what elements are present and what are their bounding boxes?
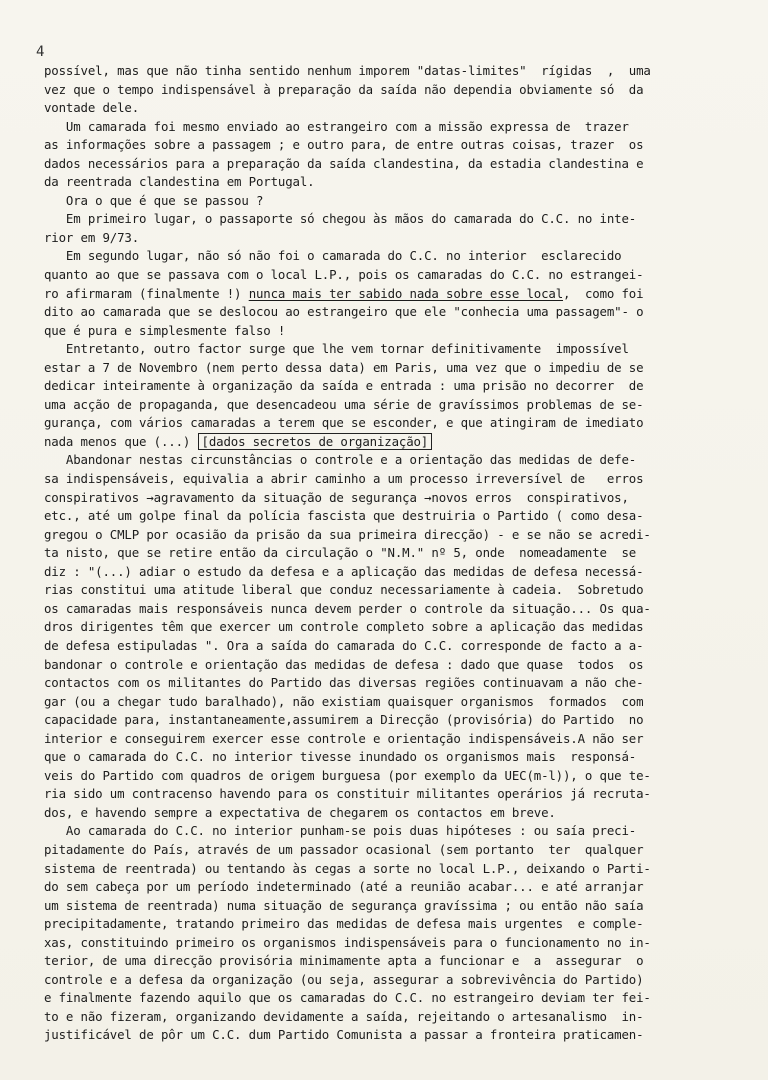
text-line: bandonar o controle e orientação das medidas de defesa : dado que quase todos os [44, 656, 644, 672]
text-line: e finalmente fazendo aquilo que os camaradas do C.C. no estrangeiro deviam ter fei- [44, 990, 651, 1006]
text-line: gar (ou a chegar tudo baralhado), não existiam quaisquer organismos formados com [44, 693, 644, 709]
text-line: Em primeiro lugar, o passaporte só chegou às mãos do camarada do C.C. no inte- [44, 211, 637, 227]
text-line: Ao camarada do C.C. no interior punham-se pois duas hipóteses : ou saía preci- [44, 823, 637, 839]
text-line: que é pura e simplesmente falso ! [44, 322, 286, 338]
text-line: diz : "(...) adiar o estudo da defesa e a aplicação das medidas de defesa necessá- [44, 563, 644, 579]
text-line: veis do Partido com quadros de origem burguesa (por exemplo da UEC(m-l)), o que te- [44, 767, 651, 783]
text-line-boxed [44, 433, 736, 452]
text-line: do sem cabeça por um período indeterminado (até a reunião acabar... e até arranjar [44, 879, 644, 895]
text-line: gurança, com vários camaradas a terem que se esconder, e que atingiram de imediato [44, 415, 644, 431]
text-line: justificável de pôr um C.C. dum Partido Comunista a passar a fronteira praticamen- [44, 1027, 644, 1043]
text-line: dos, e havendo sempre a expectativa de chegarem os contactos em breve. [44, 804, 556, 820]
text-line: Em segundo lugar, não só não foi o camarada do C.C. no interior esclarecido [44, 248, 622, 264]
text-line: dados necessários para a preparação da saída clandestina, da estadia clandestina e [44, 155, 644, 171]
text-line: interior e conseguirem exercer esse controle e orientação indispensáveis.A não ser [44, 730, 644, 746]
text-line: conspirativos →agravamento da situação de segurança →novos erros conspirativos, [44, 489, 629, 505]
text-line: xas, constituindo primeiro os organismos indispensáveis para o funcionamento no in- [44, 934, 651, 950]
text-line: to e não fizeram, organizando devidamente a saída, rejeitando o artesanalismo in- [44, 1008, 644, 1024]
underlined-phrase: nunca mais ter sabido nada sobre esse local [248, 285, 564, 301]
text-line: de defesa estipuladas ". Ora a saída do camarada do C.C. corresponde de facto a a- [44, 637, 644, 653]
text-line: quanto ao que se passava com o local L.P., pois os camaradas do C.C. no estrangei- [44, 267, 644, 283]
text-line: dros dirigentes têm que exercer um controle completo sobre a aplicação das medidas [44, 619, 644, 635]
text-line: um sistema de reentrada) numa situação de segurança gravíssima ; ou então não saía [44, 897, 644, 913]
text-line: sistema de reentrada) ou tentando às cegas a sorte no local L.P., deixando o Parti- [44, 860, 651, 876]
text-line: Entretanto, outro factor surge que lhe vem tornar definitivamente impossível [44, 341, 629, 357]
body-text [44, 62, 736, 1045]
redaction-box: [dados secretos de organização] [198, 433, 433, 450]
text-line: as informações sobre a passagem ; e outro para, de entre outras coisas, trazer os [44, 137, 644, 153]
text-line: capacidade para, instantaneamente,assumirem a Direcção (provisória) do Partido no [44, 712, 644, 728]
text-line: Ora o que é que se passou ? [44, 192, 264, 208]
text-line: possível, mas que não tinha sentido nenhum imporem "datas-limites" rígidas , uma [44, 63, 651, 78]
text-line: vez que o tempo indispensável à preparação da saída não dependia obviamente só da [44, 81, 644, 97]
text-line: dito ao camarada que se deslocou ao estrangeiro que ele "conhecia uma passagem"- o [44, 304, 644, 320]
text-line: dedicar inteiramente à organização da saída e entrada : uma prisão no decorrer de [44, 378, 644, 394]
text-line: ria sido um contracenso havendo para os constituir militantes operários já recruta- [44, 786, 651, 802]
text-line: ta nisto, que se retire então da circulação o "N.M." nº 5, onde nomeadamente se [44, 545, 637, 561]
text-line: sa indispensáveis, equivalia a abrir caminho a um processo irreversível de erros [44, 471, 644, 487]
text-line: rias constitui uma atitude liberal que conduz necessariamente à cadeia. Sobretudo [44, 582, 644, 598]
text-line: etc., até um golpe final da polícia fascista que destruiria o Partido ( como desa- [44, 508, 644, 524]
text-line: uma acção de propaganda, que desencadeou uma série de gravíssimos problemas de se- [44, 396, 644, 412]
text-line-underlined [44, 285, 736, 304]
text-line: da reentrada clandestina em Portugal. [44, 174, 315, 190]
text-segment: nada menos que (...) [44, 433, 198, 449]
text-line: que o camarada do C.C. no interior tivesse inundado os organismos mais responsá- [44, 749, 637, 765]
text-line: pitadamente do País, através de um passador ocasional (sem portanto ter qualquer [44, 841, 644, 857]
page-number: 4 [36, 44, 45, 60]
text-segment: , como foi [563, 285, 644, 301]
text-line: estar a 7 de Novembro (nem perto dessa data) em Paris, uma vez que o impediu de se [44, 359, 644, 375]
text-line: precipitadamente, tratando primeiro das medidas de defesa mais urgentes e comple- [44, 916, 644, 932]
text-line: contactos com os militantes do Partido das diversas regiões continuavam a não che- [44, 675, 644, 691]
text-line: controle e a defesa da organização (ou seja, assegurar a sobrevivência do Partido) [44, 971, 644, 987]
text-line: terior, de uma direcção provisória minimamente apta a funcionar e a assegurar o [44, 953, 644, 969]
text-line: Abandonar nestas circunstâncias o controle e a orientação das medidas de defe- [44, 452, 637, 468]
text-line: Um camarada foi mesmo enviado ao estrangeiro com a missão expressa de trazer [44, 118, 629, 134]
text-segment: ro afirmaram (finalmente !) [44, 285, 249, 301]
text-line: rior em 9/73. [44, 229, 140, 245]
text-line: gregou o CMLP por ocasião da prisão da sua primeira direcção) - e se não se acredi- [44, 526, 651, 542]
text-line: vontade dele. [44, 100, 140, 116]
text-line: os camaradas mais responsáveis nunca devem perder o controle da situação... Os qua- [44, 600, 651, 616]
